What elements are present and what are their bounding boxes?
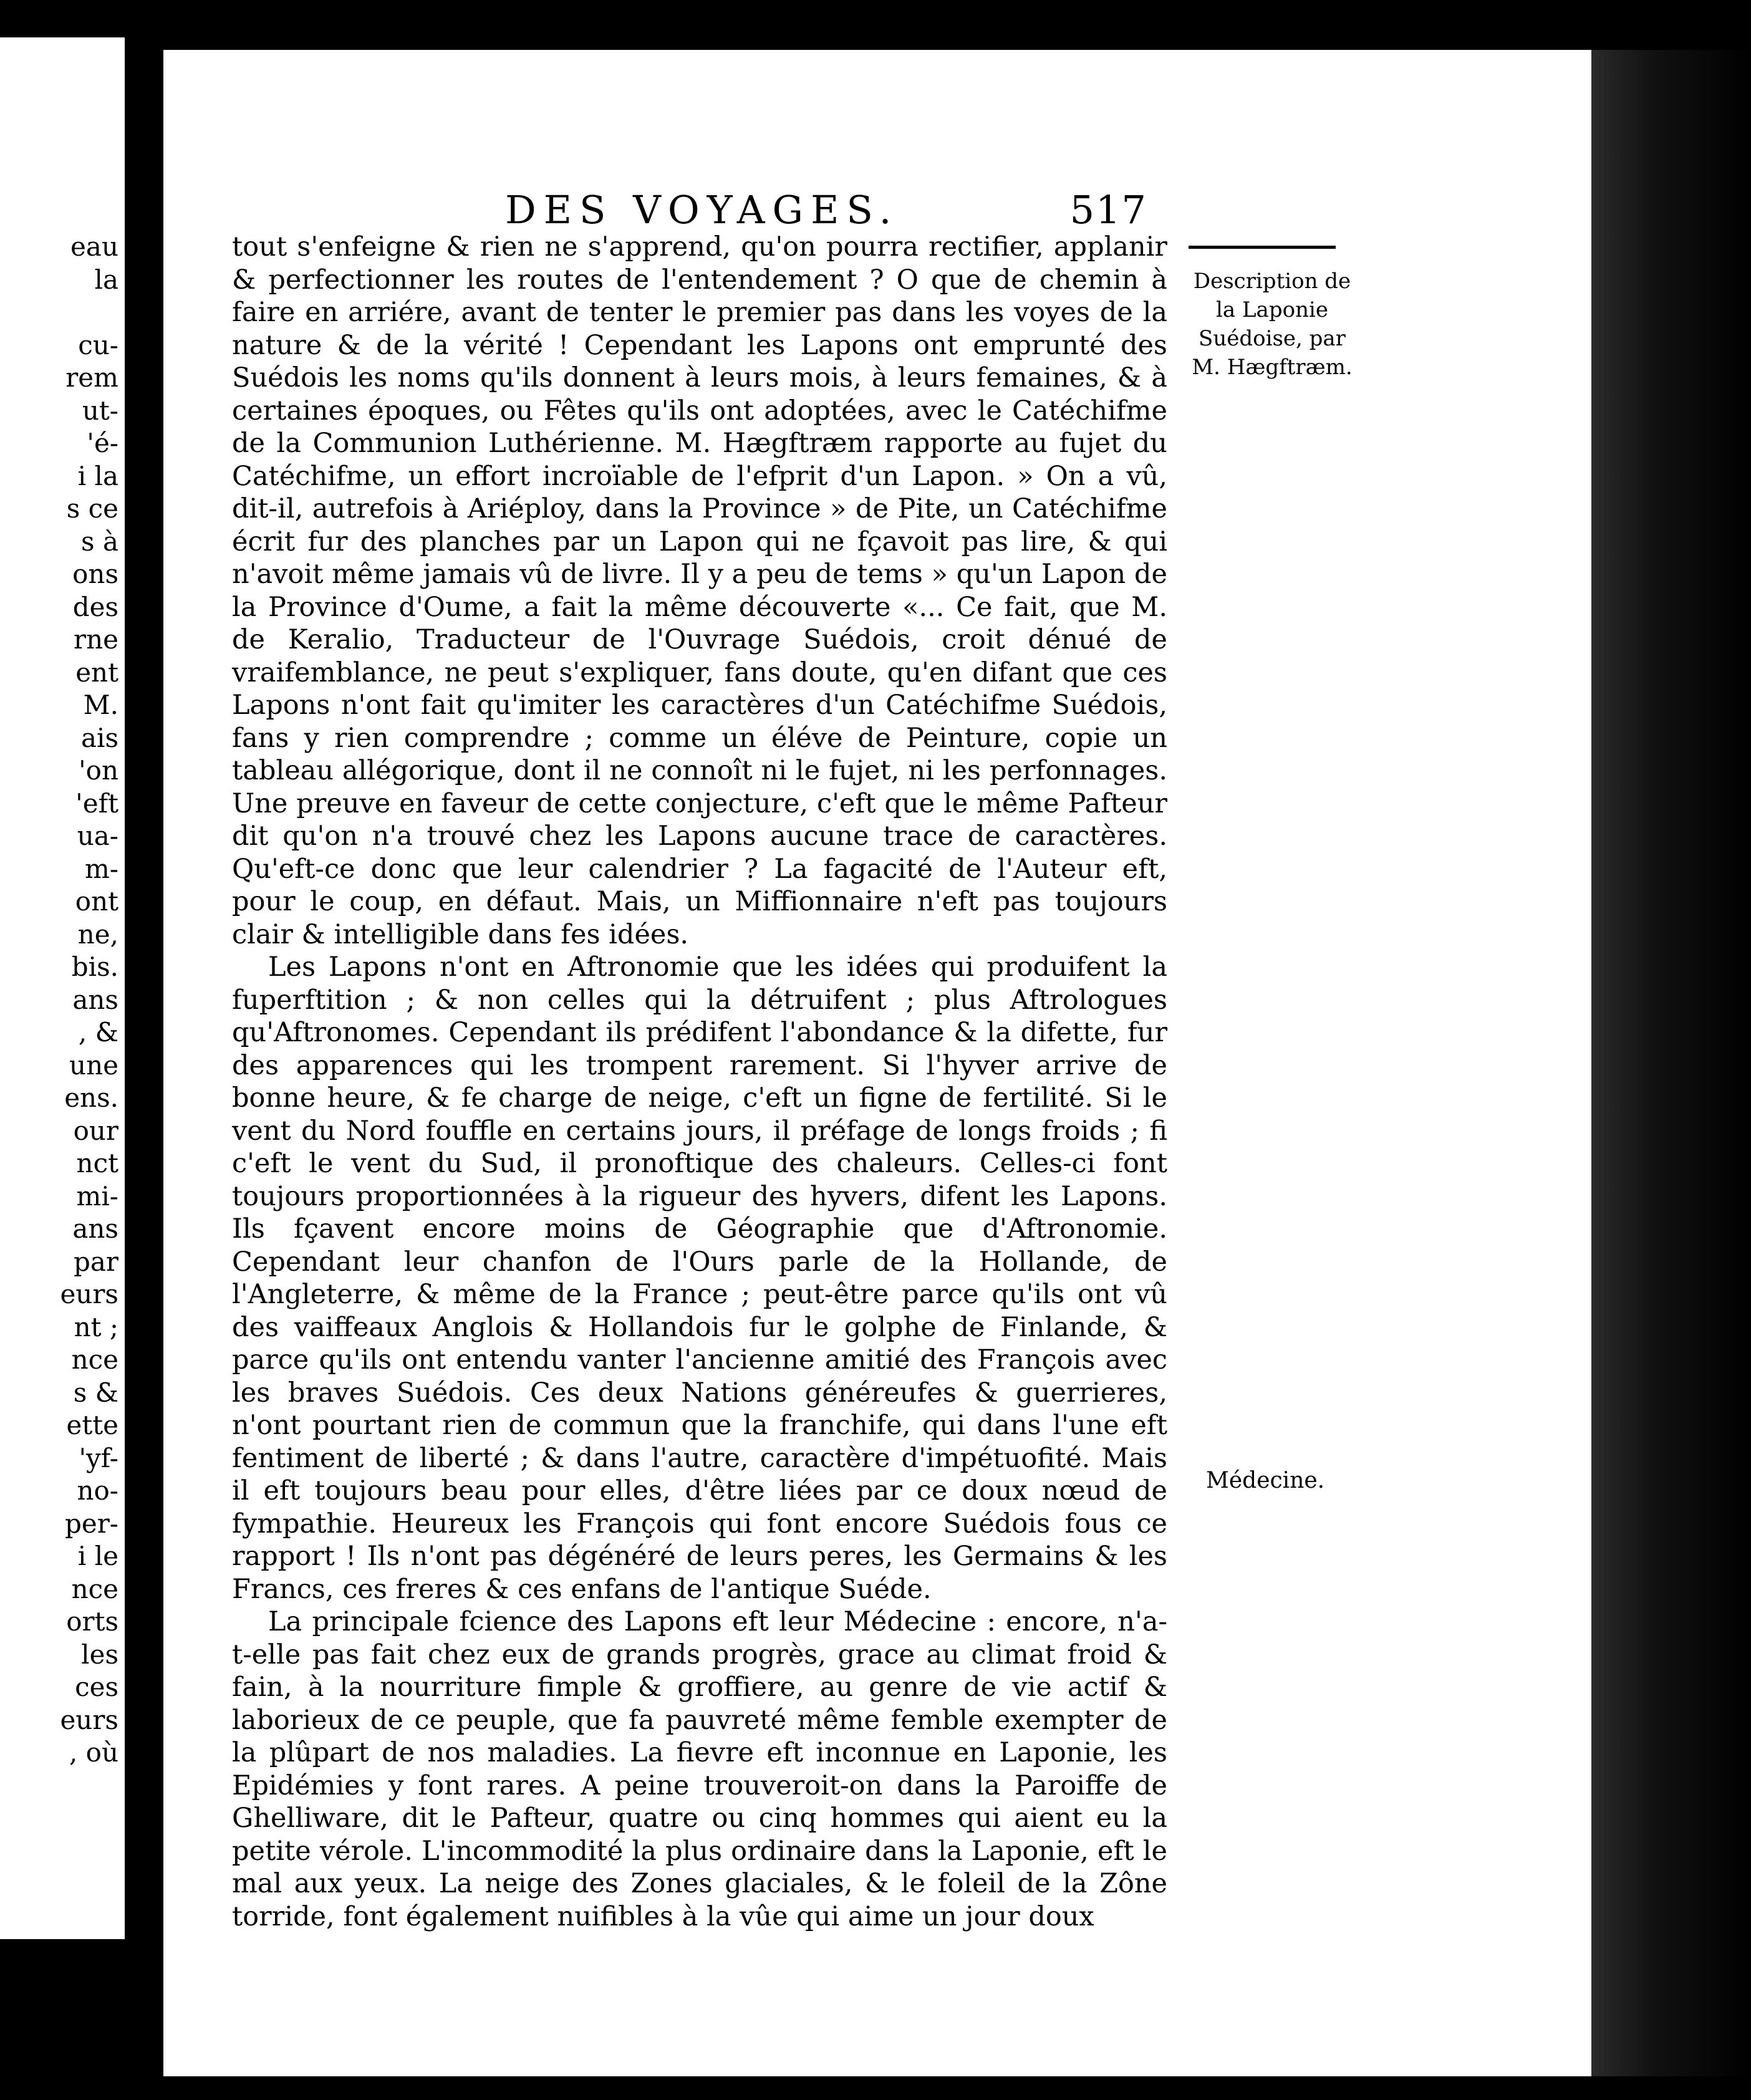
facing-page-fragment: no-: [77, 1475, 118, 1506]
facing-page-fragment: une: [69, 1049, 118, 1081]
page-edge-shadow: [1591, 50, 1751, 2076]
facing-page-fragment: eurs: [60, 1279, 118, 1309]
facing-page-fragment: ent: [75, 657, 118, 688]
facing-page-fragment: ua-: [77, 821, 118, 851]
facing-page-fragment: eurs: [60, 1704, 118, 1735]
facing-page-fragment: bis.: [71, 951, 118, 982]
facing-page-fragment: ette: [66, 1410, 118, 1440]
facing-page-fragment: orts: [66, 1606, 118, 1637]
facing-page-fragment: M.: [83, 690, 118, 720]
facing-page-fragment: eau: [70, 231, 118, 262]
margin-rule: [1189, 246, 1336, 249]
facing-page-fragment: nce: [71, 1344, 118, 1375]
facing-page-fragment: ans: [72, 1213, 118, 1244]
facing-page-fragment: ens.: [64, 1082, 118, 1113]
facing-page-fragment: s &: [73, 1377, 118, 1408]
facing-page-fragment: des: [72, 591, 118, 622]
sidenote-medecine: Médecine.: [1206, 1468, 1325, 1493]
paragraph-astronomy-geography: Les Lapons n'ont en Aftronomie que les idées qui produifent la fuperftition ; & non celles qui la détruifent ; plus Aftrologues qu'Aftronomes. Cependant ils prédifent l'abondance & la difette, fur des apparences qui les trompent rarement. Si l'hyver arrive de bonne heure, & fe charge de neige, c'eft un figne de fertilité. Si le vent du Nord fouffle en certains jours, il préfage de longs froids ; fi c'eft le vent du Sud, il pronoftique des chaleurs. Celles-ci font toujours proportionnées à la rigueur des hyvers, difent les Lapons. Ils fçavent encore moins de Géographie que d'Aftronomie. Cependant leur chanfon de l'Ours parle de la Hollande, de l'Angleterre, & même de la France ; peut-être parce qu'ils ont vû des vaiffeaux Anglois & Hollandois fur le golphe de Finlande, & parce qu'ils ont entendu vanter l'ancienne amitié des François avec les braves Suédois. Ces deux Nations généreufes & guerrieres, n'ont pourtant rien de commun que la franchife, qui dans l'une eft fentiment de liberté ; & dans l'autre, caractère d'impétuofité. Mais il eft toujours beau pour elles, d'être liées par ce doux nœud de fympathie. Heureux les François qui font encore Suédois fous ce rapport ! Ils n'ont pas dégénéré de leurs peres, les Germains & les Francs, ces freres & ces enfans de l'antique Suéde.: [232, 951, 1167, 1605]
facing-page-fragment: nt ;: [74, 1311, 118, 1342]
facing-page-fragment: ces: [75, 1672, 118, 1702]
facing-page-fragment: la: [94, 264, 118, 295]
facing-page-fragment: our: [73, 1115, 118, 1146]
facing-page-fragment: rne: [74, 624, 118, 655]
facing-page-fragment: ons: [72, 559, 118, 589]
paragraph-medecine: La principale fcience des Lapons eft leur Médecine : encore, n'a-t-elle pas fait chez eux de grands progrès, grace au climat froid & fain, à la nourriture fimple & groffiere, au genre de vie actif & laborieux de ce peuple, que fa pauvreté même femble exempter de la plûpart de nos maladies. La fievre eft inconnue en Laponie, les Epidémies y font rares. A peine trouveroit-on dans la Paroiffe de Ghelliware, dit le Pafteur, quatre ou cinq hommes qui aient eu la petite vérole. L'incommodité la plus ordinaire dans la Laponie, eft le mal aux yeux. La neige des Zones glaciales, & le foleil de la Zône torride, font également nuifibles à la vûe qui aime un jour doux: [232, 1606, 1167, 1932]
facing-page-fragment: per-: [64, 1508, 118, 1539]
facing-page-fragment: s ce: [66, 493, 118, 524]
facing-page-fragment: 'yf-: [79, 1442, 118, 1473]
facing-page-fragment: m-: [84, 853, 118, 884]
facing-page-fragment: ont: [75, 886, 118, 917]
facing-page-fragment: 'é-: [87, 428, 118, 458]
body-text: [232, 231, 1167, 1933]
facing-page-edge: [0, 37, 125, 1939]
facing-page-fragment: 'eft: [75, 788, 118, 819]
sidenote-description: Description de la Laponie Suédoise, par M. Hægftræm.: [1192, 269, 1353, 380]
facing-page-fragment: rem: [65, 362, 118, 393]
facing-page-fragment: les: [81, 1639, 118, 1670]
facing-page-fragment: , où: [69, 1737, 118, 1768]
facing-page-fragment: [44, 296, 118, 329]
facing-page-fragment: 'on: [79, 755, 118, 786]
facing-page-fragment: ans: [72, 984, 118, 1015]
facing-page-fragment: , &: [78, 1017, 118, 1048]
page-number: 517: [1069, 187, 1147, 233]
facing-page-fragment: i la: [77, 460, 118, 491]
facing-page-fragment: i le: [77, 1541, 118, 1571]
facing-page-fragment: cu-: [78, 329, 118, 360]
facing-page-fragment: nct: [76, 1148, 118, 1178]
facing-page-fragment: mi-: [76, 1180, 118, 1211]
facing-page-fragment: ut-: [82, 395, 118, 426]
paragraph-astronomy-calendar: tout s'enfeigne & rien ne s'apprend, qu'on pourra rectifier, applanir & perfectionner les routes de l'entendement ? O que de chemin à faire en arriére, avant de tenter le premier pas dans les voyes de la nature & de la vérité ! Cependant les Lapons ont emprunté des Suédois les noms qu'ils donnent à leurs mois, à leurs femaines, & à certaines époques, ou Fêtes qu'ils ont adoptées, avec le Catéchifme de la Communion Luthérienne. M. Hægftræm rapporte au fujet du Catéchifme, un effort incroïable de l'efprit d'un Lapon. » On a vû, dit-il, autrefois à Ariéploy, dans la Province » de Pite, un Catéchifme écrit fur des planches par un Lapon qui ne fçavoit pas lire, & qui n'avoit même jamais vû de livre. Il y a peu de tems » qu'un Lapon de la Province d'Oume, a fait la même découverte «... Ce fait, que M. de Keralio, Traducteur de l'Ouvrage Suédois, croit dénué de vraifemblance, ne peut s'expliquer, fans doute, qu'en difant que ces Lapons n'ont fait qu'imiter les caractères d'un Catéchifme Suédois, fans y rien comprendre ; comme un éléve de Peinture, copie un tableau allégorique, dont il ne connoît ni le fujet, ni les perfonnages. Une preuve en faveur de cette conjecture, c'eft que le même Pafteur dit qu'on n'a trouvé chez les Lapons aucune trace de caractères. Qu'eft-ce donc que leur calendrier ? La fagacité de l'Auteur eft, pour le coup, en défaut. Mais, un Miffionnaire n'eft pas toujours clair & intelligible dans fes idées.: [232, 231, 1167, 950]
facing-page-text-fragments: [44, 231, 118, 1770]
running-head-title: DES VOYAGES.: [505, 187, 899, 233]
facing-page-fragment: par: [73, 1246, 118, 1277]
facing-page-fragment: s à: [81, 526, 118, 557]
facing-page-fragment: ais: [80, 722, 118, 753]
facing-page-fragment: ne,: [77, 918, 118, 950]
facing-page-fragment: nce: [71, 1573, 118, 1604]
